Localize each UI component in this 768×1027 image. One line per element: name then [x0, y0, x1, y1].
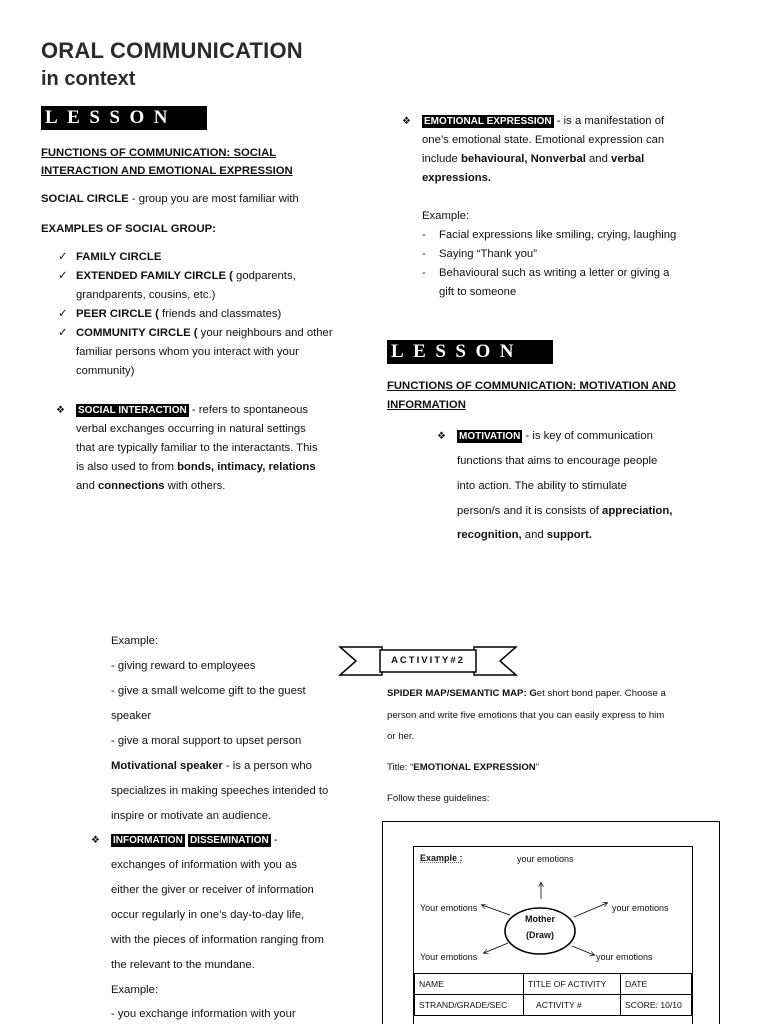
motivation-term: MOTIVATION: [459, 431, 521, 442]
group-label: EXTENDED FAMILY CIRCLE (: [76, 270, 233, 282]
checkmark-icon: ✓: [58, 308, 68, 320]
dash-bullet: -: [422, 229, 426, 241]
text-line: [457, 499, 672, 524]
text-line: one’s emotional state. Emotional expression can: [422, 134, 665, 146]
text-line: - refers to spontaneous: [188, 404, 309, 416]
list-item: [58, 305, 282, 324]
example-sheet-label: Example :: [420, 853, 463, 863]
text-line: specializes in making speeches intended to: [111, 785, 329, 797]
text-line: functions that aims to encourage people: [457, 455, 658, 467]
text-line: Follow these guidelines:: [387, 793, 490, 804]
list-item: [422, 264, 670, 283]
text-span: -: [270, 834, 278, 846]
text-span: connections: [98, 480, 165, 492]
list-item-continuation: grandparents, cousins, etc.): [76, 289, 216, 301]
dash-bullet: -: [422, 267, 426, 279]
text-span: Saying “Thank you”: [439, 248, 537, 260]
list-item: - give a small welcome gift to the guest: [111, 685, 306, 697]
text-span: is also used to from: [76, 461, 178, 473]
text-span: with others.: [164, 480, 226, 492]
spider-map-icon: [414, 847, 694, 977]
emotion-label-left-1: Your emotions: [420, 903, 478, 913]
text-line: [422, 150, 644, 169]
diamond-bullet-icon: ❖: [56, 405, 65, 416]
group-label: PEER CIRCLE (: [76, 308, 159, 320]
list-item-continuation: community): [76, 365, 135, 377]
text-span: and: [76, 480, 98, 492]
social-circle-term: SOCIAL CIRCLE: [41, 193, 129, 205]
text-span: bonds, intimacy, relations: [177, 461, 316, 473]
motivational-speaker-term: Motivational speaker: [111, 760, 223, 772]
lesson-3-heading-line-1: FUNCTIONS OF COMMUNICATION: SOCIAL: [41, 147, 277, 159]
text-line: verbal exchanges occurring in natural settings: [76, 423, 306, 435]
diamond-bullet-icon: ❖: [437, 431, 446, 442]
table-cell: SCORE: 10/10: [621, 995, 692, 1016]
text-span: support.: [546, 529, 592, 541]
text-line: inspire or motivate an audience.: [111, 810, 272, 822]
list-item: [422, 226, 677, 245]
table-cell: TITLE OF ACTIVITY: [524, 974, 621, 995]
group-detail: friends and classmates): [158, 308, 282, 320]
diamond-bullet-icon: ❖: [402, 116, 411, 127]
text-span: recognition,: [457, 529, 522, 541]
dash-bullet: -: [422, 248, 426, 260]
table-cell: ACTIVITY #: [524, 995, 621, 1016]
dissemination-term: DISSEMINATION: [189, 835, 269, 846]
activity-banner: ACTIVITY#2: [391, 655, 465, 666]
motivation-line: [437, 424, 653, 449]
center-node-label: Mother: [525, 914, 555, 924]
list-item: [58, 324, 333, 343]
list-item: - giving reward to employees: [111, 660, 256, 672]
emotion-label-left-2: Your emotions: [420, 952, 478, 962]
example-label: Example:: [111, 984, 159, 996]
page-title: ORAL COMMUNICATION: [41, 38, 303, 63]
text-line: expressions.: [422, 172, 492, 184]
list-item-continuation: familiar persons whom you interact with your: [76, 346, 299, 358]
text-line: occur regularly in one’s day-to-day life,: [111, 909, 305, 921]
activity-title-line: [387, 762, 539, 774]
list-item: - you exchange information with your: [111, 1008, 296, 1020]
center-node-sublabel: (Draw): [525, 930, 554, 940]
page-subtitle: in context: [41, 68, 136, 90]
text-span: and: [521, 529, 547, 541]
lesson-4-heading-line-2: INFORMATION: [387, 399, 466, 411]
information-term: INFORMATION: [113, 835, 183, 846]
group-label: COMMUNITY CIRCLE (: [76, 327, 198, 339]
emotion-label-right-2: your emotions: [596, 952, 653, 962]
lesson-4-heading-line-1: FUNCTIONS OF COMMUNICATION: MOTIVATION AND: [387, 380, 676, 392]
text-span: Facial expressions like smiling, crying, laughing: [439, 229, 677, 241]
text-line: [457, 523, 592, 548]
example-label: Example:: [422, 210, 470, 222]
text-span: - is a manifestation of: [553, 115, 665, 127]
text-span: person/s and it is consists of: [457, 505, 603, 517]
list-item: [58, 267, 296, 286]
group-detail: godparents,: [232, 270, 296, 282]
guideline-box: [382, 821, 720, 1024]
activity-instructions-line: [387, 688, 666, 700]
text-span: Title: “: [387, 762, 414, 773]
text-span: - is a person who: [222, 760, 312, 772]
social-interaction-term: SOCIAL INTERACTION: [78, 405, 187, 416]
list-item: - give a moral support to upset person: [111, 735, 302, 747]
diamond-bullet-icon: ❖: [91, 835, 100, 846]
text-line: that are typically familiar to the interactants. This: [76, 442, 318, 454]
checkmark-icon: ✓: [58, 327, 68, 339]
emotional-expression-line: [402, 112, 665, 131]
text-span: include: [422, 153, 461, 165]
list-item-continuation: gift to someone: [439, 286, 517, 298]
table-cell: NAME: [415, 974, 524, 995]
info-table: [414, 973, 692, 1016]
text-line: with the pieces of information ranging from: [111, 934, 324, 946]
examples-heading: EXAMPLES OF SOCIAL GROUP:: [41, 223, 216, 235]
text-line: [76, 458, 316, 477]
text-span: appreciation,: [602, 505, 673, 517]
table-cell: STRAND/GRADE/SEC: [415, 995, 524, 1016]
text-line: [76, 477, 225, 496]
example-label: Example:: [111, 635, 159, 647]
text-span: et short bond paper. Choose a: [536, 688, 666, 699]
example-sheet: [413, 846, 693, 1024]
text-span: behavioural, Nonverbal: [460, 153, 586, 165]
text-span: EMOTIONAL EXPRESSION: [413, 762, 536, 773]
text-line: either the giver or receiver of information: [111, 884, 314, 896]
list-item: [422, 245, 537, 264]
lesson-4-badge: LESSON 4: [387, 340, 553, 364]
text-span: ”: [535, 762, 539, 773]
checkmark-icon: ✓: [58, 251, 68, 263]
checkmark-icon: ✓: [58, 270, 68, 282]
group-detail: your neighbours and other: [197, 327, 333, 339]
social-circle-definition: [41, 190, 299, 209]
text-span: SPIDER MAP/SEMANTIC MAP: G: [387, 688, 537, 699]
social-circle-def: - group you are most familiar with: [128, 193, 299, 205]
text-span: - is key of communication: [522, 430, 653, 442]
information-dissemination-line: [91, 828, 278, 853]
emotion-label-top: your emotions: [517, 854, 574, 864]
text-span: Behavioural such as writing a letter or giving a: [439, 267, 670, 279]
list-item-continuation: speaker: [111, 710, 152, 722]
motivational-speaker-line: [111, 754, 312, 779]
text-line: or her.: [387, 731, 415, 742]
lesson-3-heading-line-2: INTERACTION AND EMOTIONAL EXPRESSION: [41, 165, 293, 177]
text-line: the relevant to the mundane.: [111, 959, 255, 971]
text-line: exchanges of information with you as: [111, 859, 297, 871]
emotional-expression-term: EMOTIONAL EXPRESSION: [424, 116, 552, 127]
text-span: verbal: [611, 153, 645, 165]
social-interaction-line: [56, 401, 309, 420]
list-item: [58, 248, 162, 267]
lesson-3-badge: LESSON 3: [41, 106, 207, 130]
text-line: person and write five emotions that you can easily express to him: [387, 710, 665, 721]
group-label: FAMILY CIRCLE: [76, 251, 162, 263]
table-cell: DATE: [621, 974, 692, 995]
text-line: into action. The ability to stimulate: [457, 480, 627, 492]
emotion-label-right-1: your emotions: [612, 903, 669, 913]
text-span: and: [585, 153, 612, 165]
